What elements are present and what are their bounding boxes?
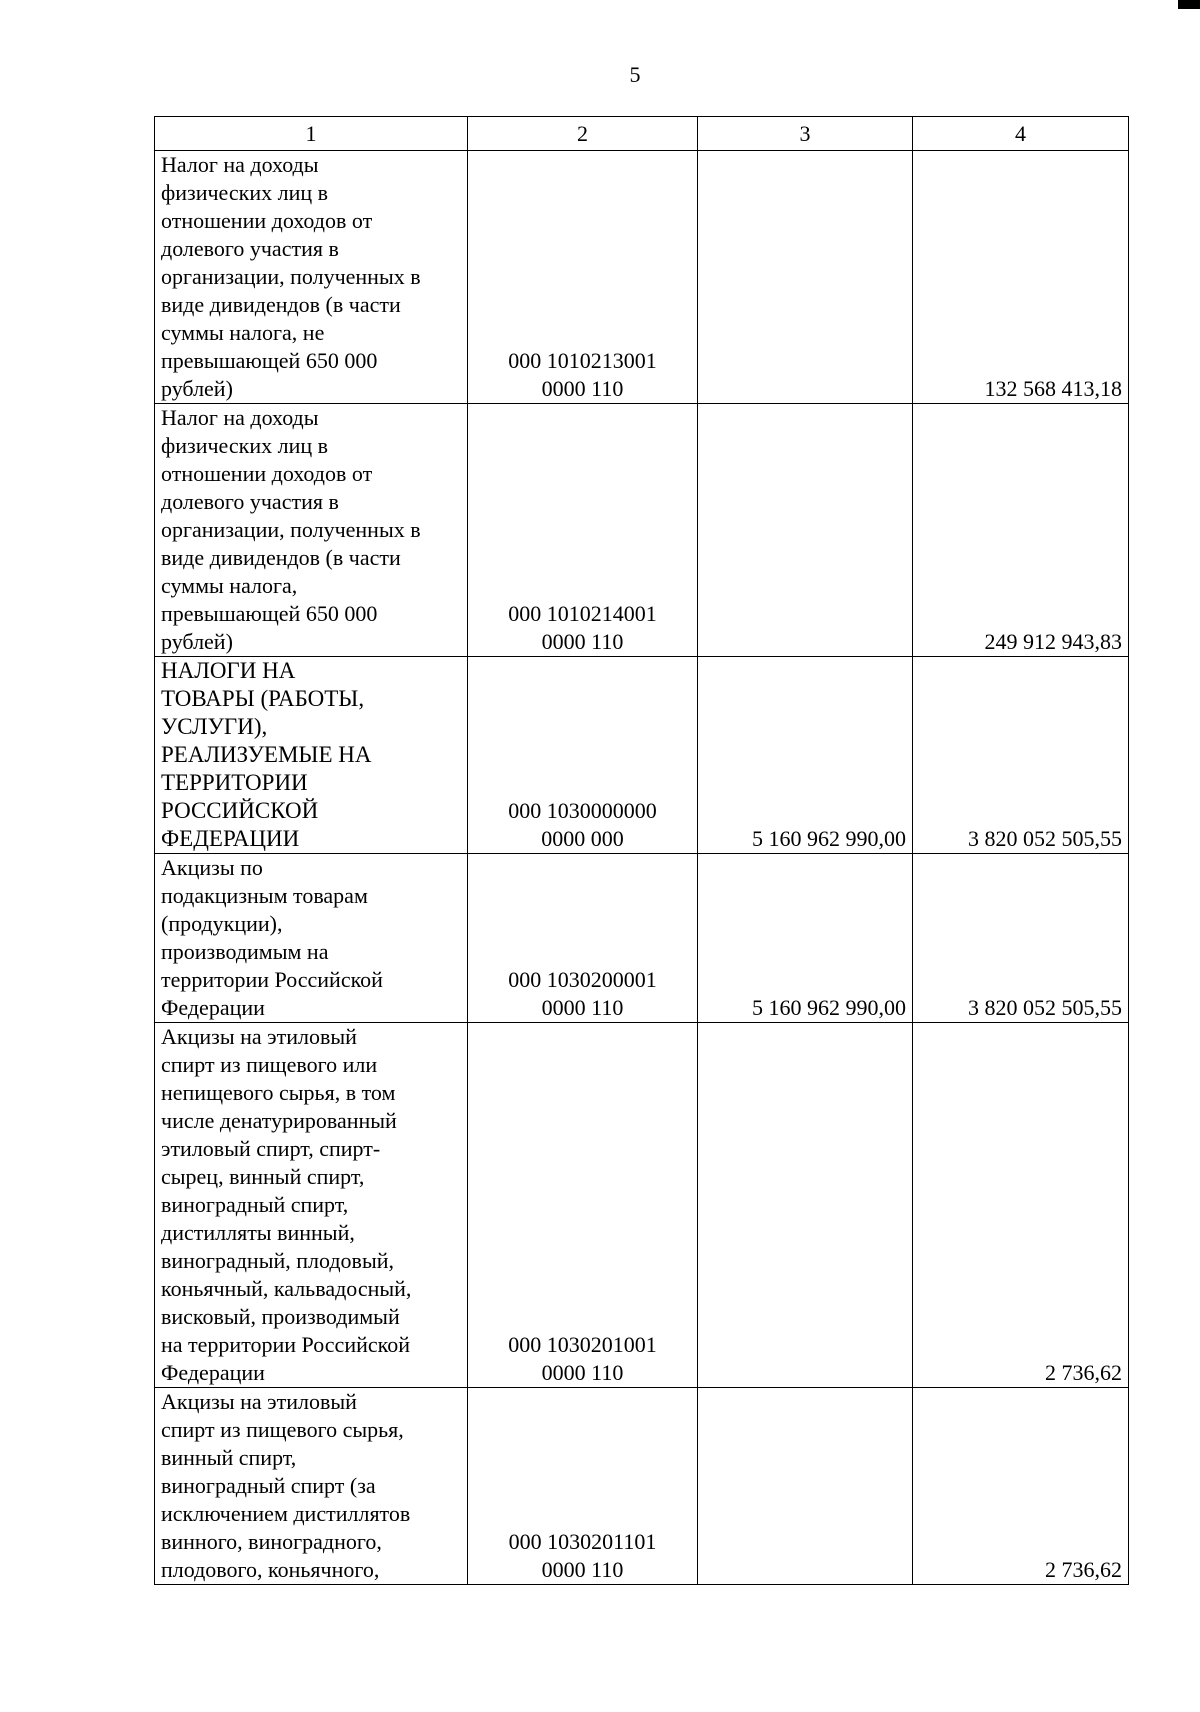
row-fact: 3 820 052 505,55 xyxy=(913,657,1129,854)
row-code: 000 1030201001 0000 110 xyxy=(468,1023,698,1388)
row-code: 000 1030000000 0000 000 xyxy=(468,657,698,854)
row-fact: 3 820 052 505,55 xyxy=(913,854,1129,1023)
row-plan xyxy=(698,1023,913,1388)
row-fact: 132 568 413,18 xyxy=(913,151,1129,404)
row-name: Акцизы по подакцизным товарам (продукции), производимым на территории Российской Федерации xyxy=(155,854,468,1023)
budget-table xyxy=(154,116,1129,1585)
table-row xyxy=(155,404,1129,657)
row-fact: 2 736,62 xyxy=(913,1388,1129,1585)
row-plan: 5 160 962 990,00 xyxy=(698,657,913,854)
table-row xyxy=(155,854,1129,1023)
row-fact: 249 912 943,83 xyxy=(913,404,1129,657)
column-header-1: 1 xyxy=(155,117,468,151)
table-header-row xyxy=(155,117,1129,151)
column-header-2: 2 xyxy=(468,117,698,151)
row-fact: 2 736,62 xyxy=(913,1023,1129,1388)
table-row xyxy=(155,1023,1129,1388)
row-plan xyxy=(698,1388,913,1585)
row-name: Акцизы на этиловый спирт из пищевого сырья, винный спирт, виноградный спирт (за исключением дистиллятов винного, виноградного, плодового, коньячного, xyxy=(155,1388,468,1585)
row-code: 000 1010213001 0000 110 xyxy=(468,151,698,404)
row-name: Акцизы на этиловый спирт из пищевого или непищевого сырья, в том числе денатурированный этиловый спирт, спирт- сырец, винный спирт, виноградный спирт, дистилляты винный, виноградный, плодовый, коньячный, кальвадосный, висковый, производимый на территории Российской Федерации xyxy=(155,1023,468,1388)
row-plan xyxy=(698,404,913,657)
row-code: 000 1010214001 0000 110 xyxy=(468,404,698,657)
row-code: 000 1030201101 0000 110 xyxy=(468,1388,698,1585)
table-row xyxy=(155,151,1129,404)
table-row xyxy=(155,657,1129,854)
page-number: 5 xyxy=(629,62,641,87)
column-header-3: 3 xyxy=(698,117,913,151)
scan-corner-mark xyxy=(1178,0,1200,9)
column-header-4: 4 xyxy=(913,117,1129,151)
table-row xyxy=(155,1388,1129,1585)
row-name: Налог на доходы физических лиц в отношении доходов от долевого участия в организации, полученных в виде дивидендов (в части суммы налога, не превышающей 650 000 рублей) xyxy=(155,151,468,404)
row-name: НАЛОГИ НА ТОВАРЫ (РАБОТЫ, УСЛУГИ), РЕАЛИЗУЕМЫЕ НА ТЕРРИТОРИИ РОССИЙСКОЙ ФЕДЕРАЦИИ xyxy=(155,657,468,854)
row-plan: 5 160 962 990,00 xyxy=(698,854,913,1023)
row-code: 000 1030200001 0000 110 xyxy=(468,854,698,1023)
row-name: Налог на доходы физических лиц в отношении доходов от долевого участия в организации, полученных в виде дивидендов (в части суммы налога, превышающей 650 000 рублей) xyxy=(155,404,468,657)
row-plan xyxy=(698,151,913,404)
